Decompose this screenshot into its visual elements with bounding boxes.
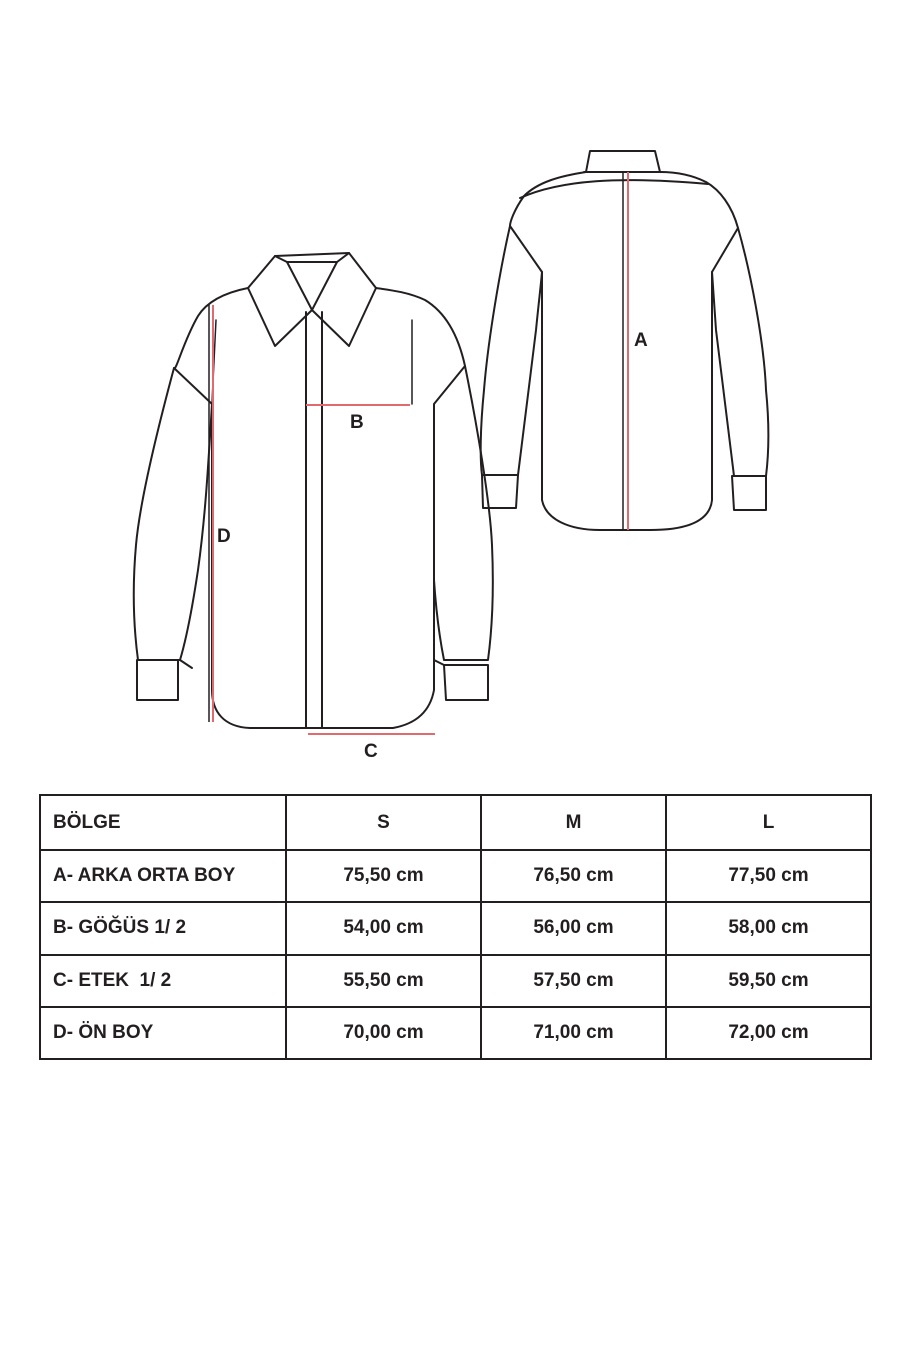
header-size-s: S: [286, 795, 481, 850]
cell-size-m: 71,00 cm: [481, 1007, 666, 1059]
label-b: B: [350, 412, 364, 433]
header-size-m: M: [481, 795, 666, 850]
table-row: [40, 902, 871, 954]
header-size-l: L: [666, 795, 871, 850]
cell-size-m: 57,50 cm: [481, 955, 666, 1007]
row-region: A- ARKA ORTA BOY: [40, 850, 286, 902]
cell-size-l: 77,50 cm: [666, 850, 871, 902]
cell-size-l: 58,00 cm: [666, 902, 871, 954]
cell-size-l: 59,50 cm: [666, 955, 871, 1007]
row-region: C- ETEK 1/ 2: [40, 955, 286, 1007]
cell-size-s: 75,50 cm: [286, 850, 481, 902]
label-c: C: [364, 741, 378, 762]
cell-size-s: 54,00 cm: [286, 902, 481, 954]
table-row: [40, 850, 871, 902]
size-table: [39, 794, 872, 1060]
header-region: BÖLGE: [40, 795, 286, 850]
front-shirt-drawing: [134, 253, 493, 728]
table-row: [40, 955, 871, 1007]
cell-size-m: 76,50 cm: [481, 850, 666, 902]
cell-size-s: 70,00 cm: [286, 1007, 481, 1059]
cell-size-l: 72,00 cm: [666, 1007, 871, 1059]
label-a: A: [634, 330, 648, 351]
row-region: D- ÖN BOY: [40, 1007, 286, 1059]
label-d: D: [217, 526, 231, 547]
row-region: B- GÖĞÜS 1/ 2: [40, 902, 286, 954]
back-shirt-drawing: [481, 151, 769, 530]
table-row: [40, 1007, 871, 1059]
cell-size-m: 56,00 cm: [481, 902, 666, 954]
cell-size-s: 55,50 cm: [286, 955, 481, 1007]
table-header-row: [40, 795, 871, 850]
